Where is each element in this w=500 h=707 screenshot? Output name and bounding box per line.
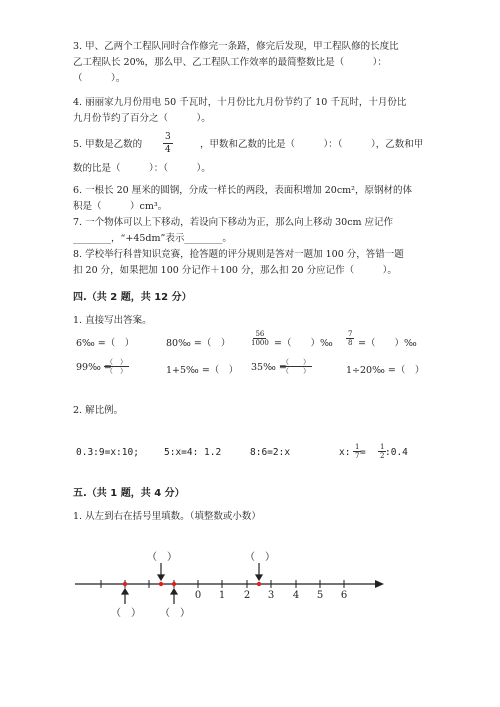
tick-label-1: 1	[218, 590, 226, 601]
frac-denominator: 2	[380, 452, 385, 460]
q7-line-2: ________，“+45dm”表示________。	[73, 233, 232, 244]
q6-line-2: 积是（ ）cm³。	[73, 201, 168, 212]
point-marker	[257, 582, 261, 586]
frac-denominator: 1000	[251, 339, 269, 347]
q3-line-3: （ ）。	[73, 73, 126, 84]
s5-q1-title: 1. 从左到右在括号里填数。（填整数或小数）	[73, 511, 261, 522]
proportion-2: 5:x=4: 1.2	[164, 447, 222, 458]
q5-line-1-end: ，甲数和乙数的比是（ ）：（ ），乙数和甲	[200, 139, 424, 150]
point-marker	[172, 582, 176, 586]
calc-99-permille: 99‰ =	[76, 362, 112, 373]
q5-line-2: 数的比是（ ）：（ ）。	[73, 163, 211, 174]
tick-label-5: 5	[316, 590, 324, 601]
point-marker	[159, 582, 163, 586]
tick-label-0: 0	[194, 590, 202, 601]
tick-label-3: 3	[267, 590, 275, 601]
arrow-down-head	[158, 575, 164, 580]
q5-frac-numerator: 3	[165, 132, 171, 142]
q7-line-1: 7. 一个物体可以上下移动，若设向下移动为正，那么向上移动 30cm 应记作	[73, 217, 394, 228]
frac-denominator: 7	[355, 452, 360, 460]
calc-56-1000-rest: =（ ）‰	[274, 338, 333, 349]
tick-label-6: 6	[340, 590, 348, 601]
arrow-up-head	[122, 589, 128, 594]
q6-line-1: 6. 一根长 20 厘米的圆钢，分成一样长的两段，表面积增加 20cm²，原钢材的体	[73, 185, 412, 196]
arrow-down-head	[256, 575, 262, 580]
answer-bracket-bottom-2: （ ）	[160, 608, 190, 619]
q4-line-2: 九月份节约了百分之（ ）。	[73, 113, 211, 124]
calc-1-plus-5-permille: 1+5‰ =（ ）	[166, 365, 239, 376]
frac-numerator: 56	[255, 330, 265, 338]
q4-line-1: 4. 丽丽家九月份用电 50 千瓦时，十月份比九月份节约了 10 千瓦时，十月份比	[73, 97, 407, 108]
answer-bracket-bottom-1: （ ）	[111, 608, 141, 619]
arrow-up-head	[171, 589, 177, 594]
frac-numerator: 7	[348, 330, 353, 338]
section-4-heading: 四.（共 2 题，共 12 分）	[73, 292, 192, 303]
calc-6-permille: 6‰ =（ ）	[76, 338, 135, 349]
q3-line-2: 乙工程队长 20%，那么甲、乙工程队工作效率的最简整数比是（ ）：	[73, 57, 387, 68]
tick-label-2: 2	[243, 590, 251, 601]
proportion-1: 0.3:9=x:10;	[76, 447, 139, 458]
frac-numerator-blank: （ ）	[106, 358, 127, 366]
s4-q1-title: 1. 直接写出答案。	[73, 315, 152, 326]
calc-80-permille: 80‰ =（ ）	[166, 338, 231, 349]
section-5-heading: 五.（共 1 题，共 4 分）	[73, 488, 185, 499]
calc-1-div-20-permille: 1÷20‰ =（ ）	[346, 365, 425, 376]
frac-numerator-blank: （ ）	[282, 358, 310, 366]
q8-line-2: 扣 20 分，如果把加 100 分记作＋100 分，那么扣 20 分应记作（ ）。	[73, 265, 397, 276]
s4-q2-title: 2. 解比例。	[73, 405, 124, 416]
frac-numerator: 1	[380, 443, 385, 451]
frac-numerator: 1	[355, 443, 360, 451]
proportion-3: 8:6=2:x	[250, 447, 291, 458]
proportion-4-end: :0.4	[385, 447, 408, 458]
calc-7-8-rest: =（ ）‰	[358, 338, 417, 349]
proportion-4-equals: =	[360, 447, 366, 458]
number-line-arrowhead	[375, 580, 384, 588]
calc-35-permille: 35‰ =	[251, 362, 287, 373]
q3-line-1: 3. 甲、乙两个工程队同时合作修完一条路，修完后发现，甲工程队修的长度比	[73, 41, 399, 52]
answer-bracket-top-1: （ ）	[147, 552, 177, 563]
tick-label-4: 4	[292, 590, 300, 601]
frac-denominator: 8	[348, 339, 353, 347]
proportion-4-start: x:	[339, 447, 351, 458]
answer-bracket-top-2: （ ）	[245, 552, 275, 563]
frac-denominator-blank: （ ）	[106, 367, 127, 375]
frac-denominator-blank: （ ）	[282, 367, 310, 375]
q8-line-1: 8. 学校举行科普知识竞赛，抢答题的评分规则是答对一题加 100 分，答错一题	[73, 249, 404, 260]
q5-frac-denominator: 4	[165, 145, 171, 155]
point-marker	[123, 582, 127, 586]
q5-line-1-start: 5. 甲数是乙数的	[73, 139, 143, 150]
